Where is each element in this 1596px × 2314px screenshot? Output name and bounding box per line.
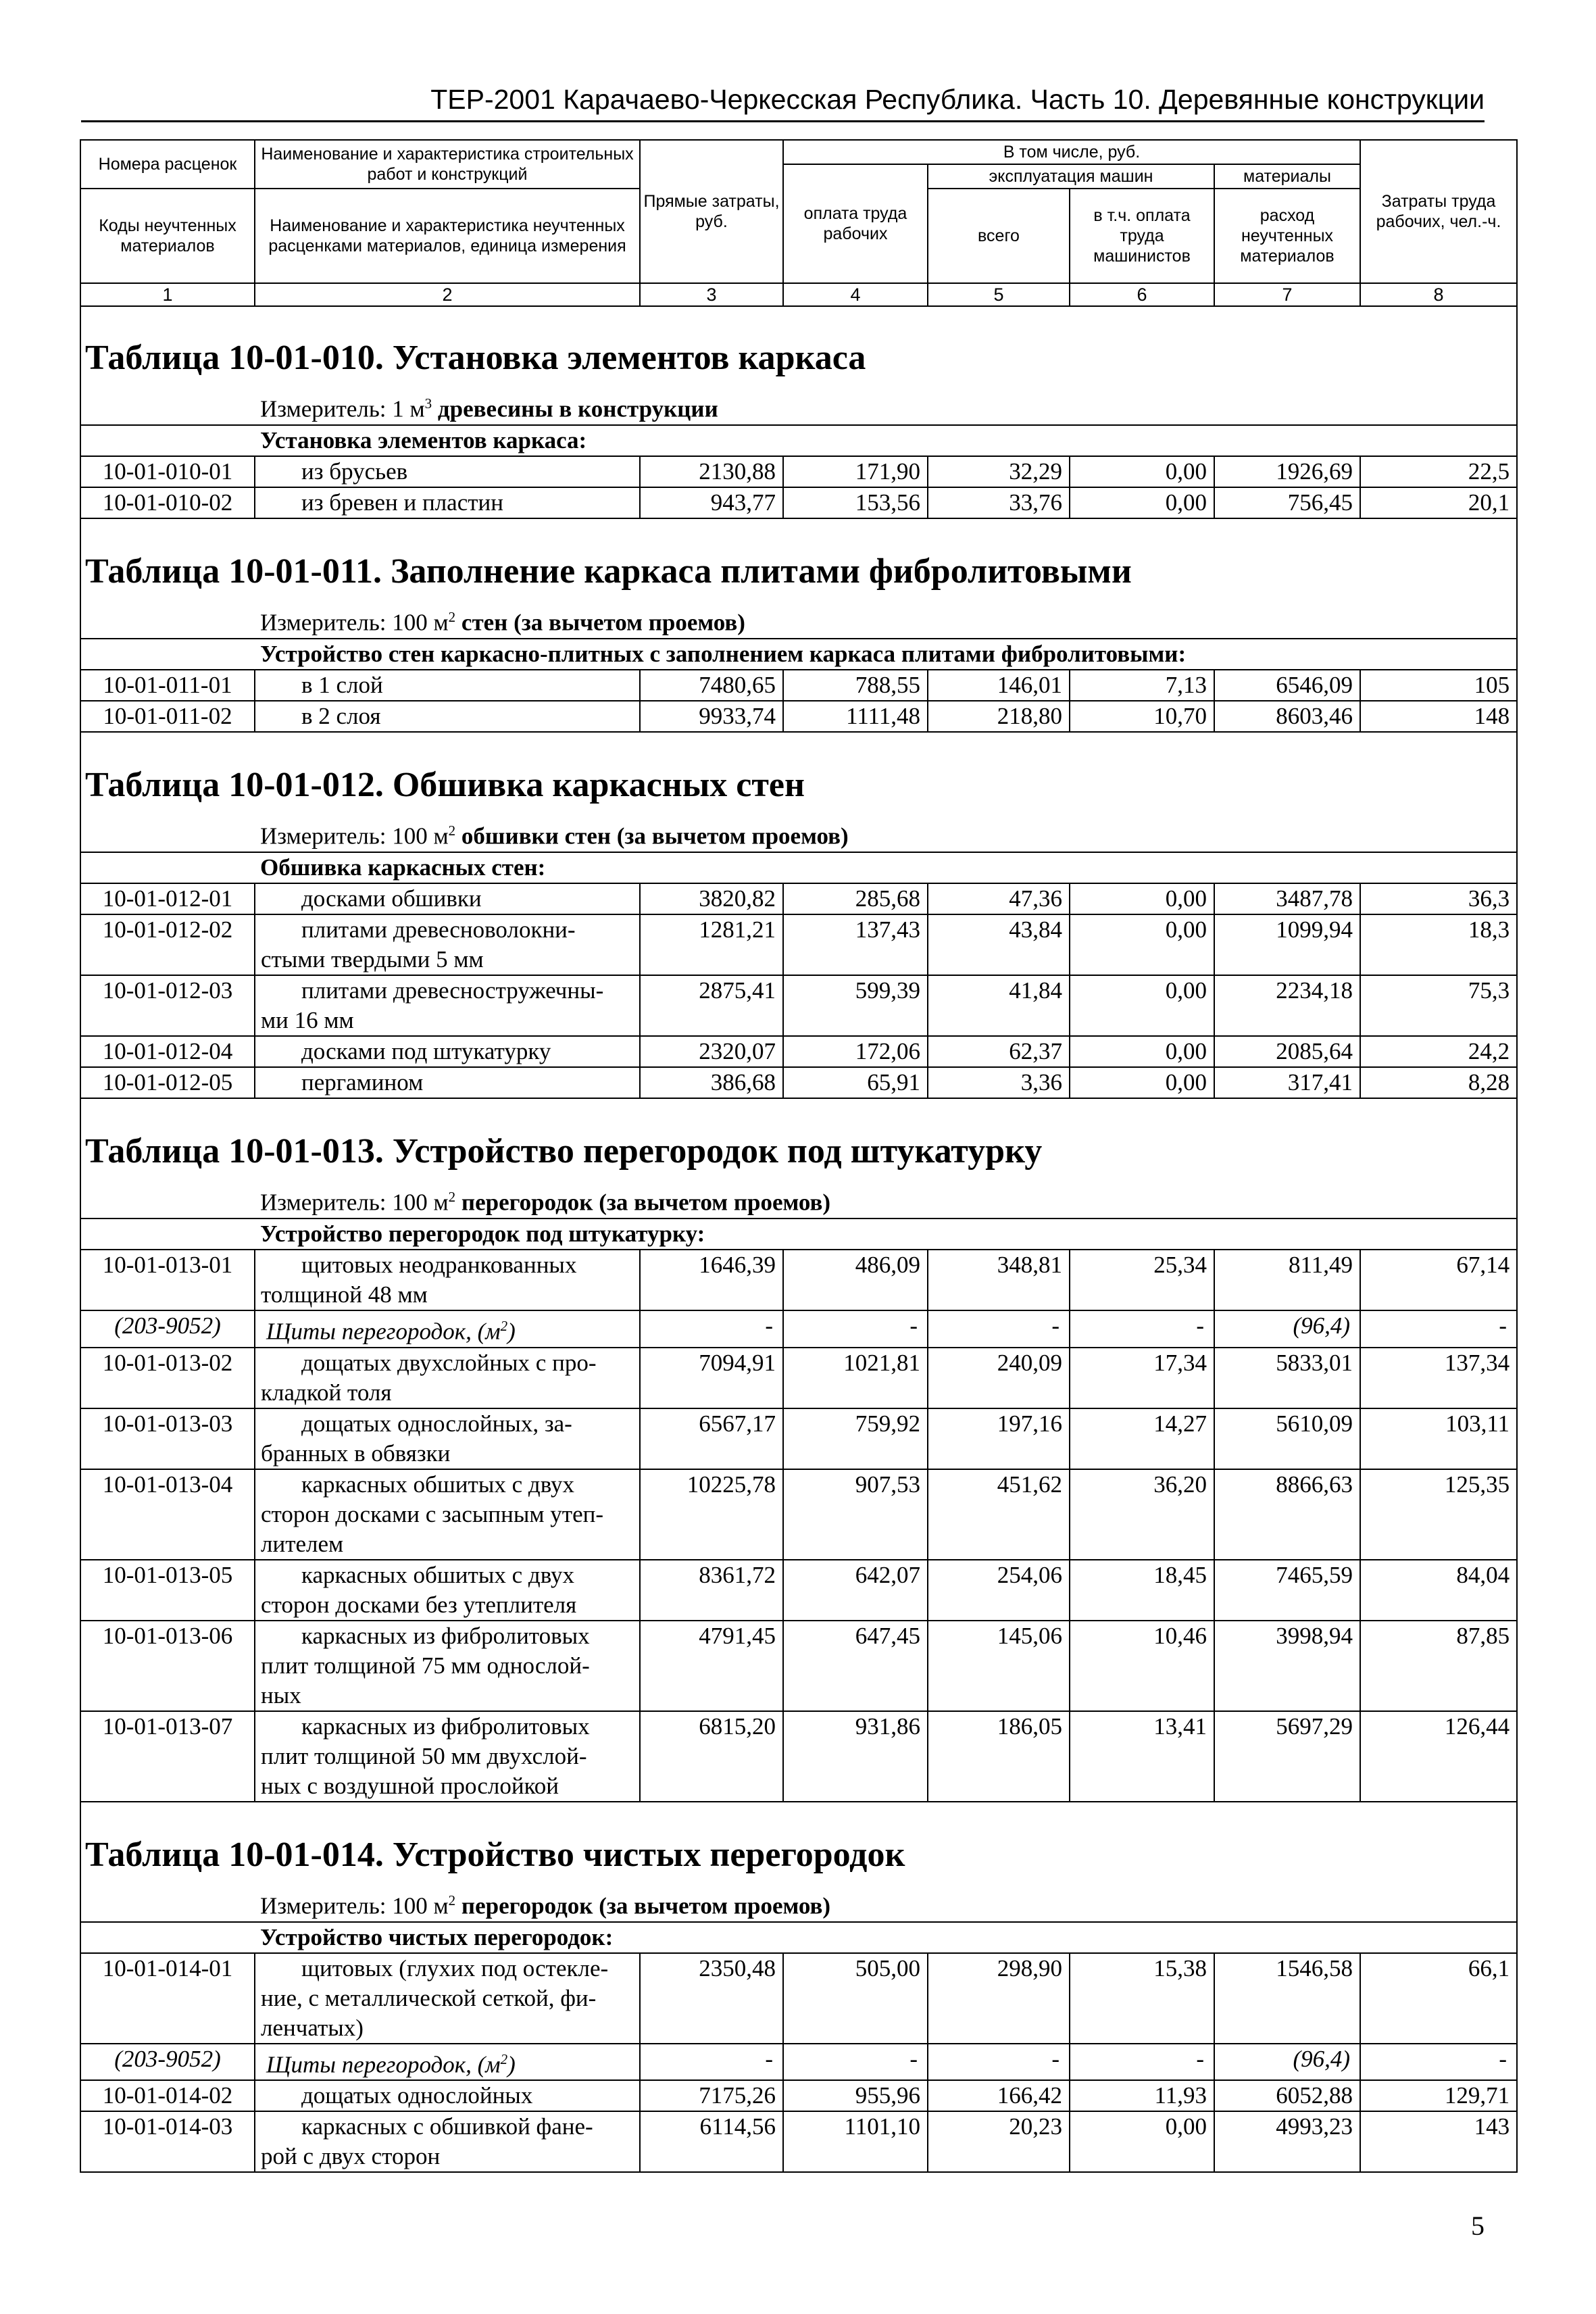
material-materials-cost: (96,4) xyxy=(1214,1310,1360,1348)
material-machines-total: - xyxy=(928,1310,1070,1348)
rate-code: 10-01-014-03 xyxy=(80,2111,255,2172)
labor-hours: 137,34 xyxy=(1360,1348,1517,1408)
labor-pay: 486,09 xyxy=(783,1250,928,1310)
labor-pay: 931,86 xyxy=(783,1711,928,1802)
header-incl: В том числе, руб. xyxy=(783,140,1360,164)
labor-pay: 65,91 xyxy=(783,1067,928,1098)
header-num-1: 1 xyxy=(80,283,255,306)
header-num-8: 8 xyxy=(1360,283,1517,306)
group-row xyxy=(80,1218,1517,1250)
labor-hours: 36,3 xyxy=(1360,883,1517,914)
rate-name-line: лителем xyxy=(261,1530,344,1557)
machinists-pay: 18,45 xyxy=(1070,1560,1214,1621)
measure-row xyxy=(80,387,1517,425)
rate-name-line: ных с воздушной прослойкой xyxy=(261,1772,559,1799)
materials-cost: 1926,69 xyxy=(1214,456,1360,487)
machinists-pay: 0,00 xyxy=(1070,456,1214,487)
rate-code: 10-01-011-02 xyxy=(80,701,255,732)
machinists-pay: 14,27 xyxy=(1070,1408,1214,1469)
labor-hours: 18,3 xyxy=(1360,914,1517,975)
rate-name xyxy=(255,1621,640,1711)
measure-prefix: Измеритель: 1 м xyxy=(260,396,425,422)
rate-name-line: в 2 слоя xyxy=(301,703,381,729)
labor-hours: 148 xyxy=(1360,701,1517,732)
table-title-row xyxy=(80,1802,1517,1884)
machines-total: 62,37 xyxy=(928,1036,1070,1067)
header-col1-top: Номера расценок xyxy=(80,140,255,189)
group-label: Устройство перегородок под штукатурку: xyxy=(80,1218,1517,1250)
table-row xyxy=(80,1067,1517,1098)
header-materials: материалы xyxy=(1214,164,1360,189)
material-name-text: Щиты перегородок, (м xyxy=(266,1318,501,1345)
rate-name-line: плит толщиной 75 мм однослой- xyxy=(261,1652,590,1679)
header-num-3: 3 xyxy=(640,283,783,306)
machines-total: 3,36 xyxy=(928,1067,1070,1098)
rate-code: 10-01-012-02 xyxy=(80,914,255,975)
header-num-2: 2 xyxy=(255,283,640,306)
rate-code: 10-01-012-03 xyxy=(80,975,255,1036)
header-col6: в т.ч. оплата труда машинистов xyxy=(1070,189,1214,283)
measure-row xyxy=(80,814,1517,852)
machines-total: 47,36 xyxy=(928,883,1070,914)
direct-cost: 6114,56 xyxy=(640,2111,783,2172)
rate-name xyxy=(255,670,640,701)
rate-name-line: бранных в обвязки xyxy=(261,1439,451,1467)
materials-cost: 6546,09 xyxy=(1214,670,1360,701)
rate-name xyxy=(255,487,640,518)
measure-suffix: стен (за вычетом проемов) xyxy=(455,610,745,636)
machines-total: 240,09 xyxy=(928,1348,1070,1408)
material-row xyxy=(80,1310,1517,1348)
labor-hours: 129,71 xyxy=(1360,2080,1517,2111)
rate-name-line: ных xyxy=(261,1681,301,1708)
material-unit-close: ) xyxy=(507,1318,516,1345)
table-row xyxy=(80,701,1517,732)
rate-code: 10-01-013-06 xyxy=(80,1621,255,1711)
rate-name-line: сторон досками без утеплителя xyxy=(261,1591,577,1618)
machinists-pay: 11,93 xyxy=(1070,2080,1214,2111)
rate-code: 10-01-010-01 xyxy=(80,456,255,487)
labor-pay: 153,56 xyxy=(783,487,928,518)
table-row xyxy=(80,456,1517,487)
group-label: Устройство стен каркасно-плитных с заполнением каркаса плитами фибролитовыми: xyxy=(80,639,1517,670)
labor-pay: 1021,81 xyxy=(783,1348,928,1408)
table-row xyxy=(80,975,1517,1036)
table-row xyxy=(80,1348,1517,1408)
rate-code: 10-01-012-01 xyxy=(80,883,255,914)
measure-suffix: перегородок (за вычетом проемов) xyxy=(455,1892,831,1919)
measure-row xyxy=(80,1180,1517,1218)
materials-cost: 6052,88 xyxy=(1214,2080,1360,2111)
machinists-pay: 10,70 xyxy=(1070,701,1214,732)
machinists-pay: 0,00 xyxy=(1070,914,1214,975)
header-num-7: 7 xyxy=(1214,283,1360,306)
header-num-4: 4 xyxy=(783,283,928,306)
table-title-row xyxy=(80,518,1517,600)
materials-cost: 5697,29 xyxy=(1214,1711,1360,1802)
labor-hours: 8,28 xyxy=(1360,1067,1517,1098)
material-name xyxy=(255,2044,640,2081)
rate-name-line: плит толщиной 50 мм двухслой- xyxy=(261,1742,587,1769)
table-row xyxy=(80,914,1517,975)
direct-cost: 7480,65 xyxy=(640,670,783,701)
measure-unit xyxy=(80,387,1517,425)
group-row xyxy=(80,425,1517,456)
machinists-pay: 0,00 xyxy=(1070,2111,1214,2172)
labor-pay: 505,00 xyxy=(783,1953,928,2044)
rate-name xyxy=(255,2111,640,2172)
labor-hours: 126,44 xyxy=(1360,1711,1517,1802)
machinists-pay: 0,00 xyxy=(1070,975,1214,1036)
rate-name-line: ние, с металлической сеткой, фи- xyxy=(261,1984,597,2011)
direct-cost: 943,77 xyxy=(640,487,783,518)
materials-cost: 811,49 xyxy=(1214,1250,1360,1310)
material-labor-hours: - xyxy=(1360,2044,1517,2081)
rate-code: 10-01-012-04 xyxy=(80,1036,255,1067)
materials-cost: 2085,64 xyxy=(1214,1036,1360,1067)
materials-cost: 1546,58 xyxy=(1214,1953,1360,2044)
labor-hours: 143 xyxy=(1360,2111,1517,2172)
rate-code: 10-01-013-07 xyxy=(80,1711,255,1802)
table-row xyxy=(80,1711,1517,1802)
rates-table xyxy=(80,305,1518,2173)
table-row xyxy=(80,1953,1517,2044)
table-row xyxy=(80,487,1517,518)
machines-total: 186,05 xyxy=(928,1711,1070,1802)
material-code: (203-9052) xyxy=(80,2044,255,2081)
measure-exponent: 2 xyxy=(448,822,456,839)
table-title: Таблица 10-01-012. Обшивка каркасных стен xyxy=(80,732,1517,814)
rate-code: 10-01-013-05 xyxy=(80,1560,255,1621)
measure-unit xyxy=(80,814,1517,852)
machines-total: 218,80 xyxy=(928,701,1070,732)
rate-name-line: досками под штукатурку xyxy=(301,1038,551,1064)
labor-hours: 103,11 xyxy=(1360,1408,1517,1469)
material-direct-cost: - xyxy=(640,1310,783,1348)
machinists-pay: 0,00 xyxy=(1070,487,1214,518)
rate-name xyxy=(255,1469,640,1560)
table-row xyxy=(80,1560,1517,1621)
header-col5: всего xyxy=(928,189,1070,283)
group-row xyxy=(80,639,1517,670)
materials-cost: 2234,18 xyxy=(1214,975,1360,1036)
rate-name-line: плитами древесноволокни- xyxy=(301,916,576,943)
header-col7: расход неучтенных материалов xyxy=(1214,189,1360,283)
rate-code: 10-01-014-01 xyxy=(80,1953,255,2044)
materials-cost: 5610,09 xyxy=(1214,1408,1360,1469)
table-row xyxy=(80,1408,1517,1469)
labor-pay: 599,39 xyxy=(783,975,928,1036)
machines-total: 32,29 xyxy=(928,456,1070,487)
labor-hours: 67,14 xyxy=(1360,1250,1517,1310)
labor-hours: 84,04 xyxy=(1360,1560,1517,1621)
table-title-row xyxy=(80,305,1517,387)
direct-cost: 7175,26 xyxy=(640,2080,783,2111)
machines-total: 348,81 xyxy=(928,1250,1070,1310)
rate-name-line: из бревен и пластин xyxy=(301,489,503,516)
running-header: ТЕР-2001 Карачаево-Черкесская Республика. Часть 10. Деревянные конструкции xyxy=(81,80,1485,122)
rate-code: 10-01-013-02 xyxy=(80,1348,255,1408)
direct-cost: 9933,74 xyxy=(640,701,783,732)
group-row xyxy=(80,1922,1517,1953)
rate-name xyxy=(255,914,640,975)
material-unit-exponent: 2 xyxy=(500,1318,508,1334)
direct-cost: 6567,17 xyxy=(640,1408,783,1469)
rate-code: 10-01-013-01 xyxy=(80,1250,255,1310)
rate-name-line: дощатых однослойных, за- xyxy=(301,1410,572,1437)
material-unit-exponent: 2 xyxy=(500,2050,508,2067)
table-row xyxy=(80,1469,1517,1560)
header-col4: оплата труда рабочих xyxy=(783,164,928,283)
measure-unit xyxy=(80,600,1517,639)
rate-name xyxy=(255,1711,640,1802)
rate-name-line: каркасных из фибролитовых xyxy=(301,1622,590,1649)
machines-total: 146,01 xyxy=(928,670,1070,701)
rate-name-line: рой с двух сторон xyxy=(261,2143,441,2170)
labor-hours: 75,3 xyxy=(1360,975,1517,1036)
header-col8: Затраты труда рабочих, чел.-ч. xyxy=(1360,140,1517,283)
header-col3: Прямые затраты, руб. xyxy=(640,140,783,283)
table-title: Таблица 10-01-014. Устройство чистых перегородок xyxy=(80,1802,1517,1884)
rate-name xyxy=(255,1348,640,1408)
rate-code: 10-01-013-04 xyxy=(80,1469,255,1560)
rate-name-line: дощатых двухслойных с про- xyxy=(301,1349,597,1376)
materials-cost: 7465,59 xyxy=(1214,1560,1360,1621)
material-labor-pay: - xyxy=(783,1310,928,1348)
table-title: Таблица 10-01-011. Заполнение каркаса плитами фибролитовыми xyxy=(80,518,1517,600)
machines-total: 254,06 xyxy=(928,1560,1070,1621)
labor-pay: 642,07 xyxy=(783,1560,928,1621)
group-label: Устройство чистых перегородок: xyxy=(80,1922,1517,1953)
header-num-6: 6 xyxy=(1070,283,1214,306)
material-machines-total: - xyxy=(928,2044,1070,2081)
direct-cost: 2350,48 xyxy=(640,1953,783,2044)
labor-hours: 125,35 xyxy=(1360,1469,1517,1560)
measure-exponent: 2 xyxy=(448,1189,456,1206)
labor-pay: 137,43 xyxy=(783,914,928,975)
rate-name-line: каркасных обшитых с двух xyxy=(301,1471,575,1498)
material-labor-hours: - xyxy=(1360,1310,1517,1348)
header-col1-bottom: Коды неучтенных материалов xyxy=(80,189,255,283)
machines-total: 451,62 xyxy=(928,1469,1070,1560)
measure-unit xyxy=(80,1180,1517,1218)
machines-total: 298,90 xyxy=(928,1953,1070,2044)
material-name xyxy=(255,1310,640,1348)
rate-name-line: досками обшивки xyxy=(301,885,482,912)
labor-hours: 105 xyxy=(1360,670,1517,701)
materials-cost: 3487,78 xyxy=(1214,883,1360,914)
labor-hours: 66,1 xyxy=(1360,1953,1517,2044)
rate-name-line: пергамином xyxy=(301,1069,424,1096)
machinists-pay: 15,38 xyxy=(1070,1953,1214,2044)
page-number: 5 xyxy=(1471,2211,1485,2241)
table-row xyxy=(80,883,1517,914)
measure-prefix: Измеритель: 100 м xyxy=(260,823,449,850)
table-title-row xyxy=(80,732,1517,814)
rate-name xyxy=(255,701,640,732)
direct-cost: 386,68 xyxy=(640,1067,783,1098)
labor-pay: 172,06 xyxy=(783,1036,928,1067)
rate-name-line: толщиной 48 мм xyxy=(261,1281,428,1308)
rate-name xyxy=(255,883,640,914)
rate-code: 10-01-014-02 xyxy=(80,2080,255,2111)
group-row xyxy=(80,852,1517,883)
rate-name xyxy=(255,1953,640,2044)
rate-name xyxy=(255,2080,640,2111)
rate-code: 10-01-013-03 xyxy=(80,1408,255,1469)
machines-total: 41,84 xyxy=(928,975,1070,1036)
table-row xyxy=(80,2111,1517,2172)
labor-pay: 955,96 xyxy=(783,2080,928,2111)
table-title: Таблица 10-01-010. Установка элементов каркаса xyxy=(80,305,1517,387)
rate-name xyxy=(255,1036,640,1067)
material-code: (203-9052) xyxy=(80,1310,255,1348)
rate-code: 10-01-011-01 xyxy=(80,670,255,701)
material-labor-pay: - xyxy=(783,2044,928,2081)
rate-code: 10-01-012-05 xyxy=(80,1067,255,1098)
rate-name xyxy=(255,1250,640,1310)
material-materials-cost: (96,4) xyxy=(1214,2044,1360,2081)
measure-suffix: древесины в конструкции xyxy=(432,396,718,422)
labor-pay: 907,53 xyxy=(783,1469,928,1560)
header-num-5: 5 xyxy=(928,283,1070,306)
column-header-table xyxy=(80,139,1518,307)
measure-prefix: Измеритель: 100 м xyxy=(260,1189,449,1216)
rate-name-line: ми 16 мм xyxy=(261,1007,354,1033)
labor-pay: 1111,48 xyxy=(783,701,928,732)
table-row xyxy=(80,670,1517,701)
material-direct-cost: - xyxy=(640,2044,783,2081)
rate-name-line: сторон досками с засыпным утеп- xyxy=(261,1500,603,1527)
material-name-text: Щиты перегородок, (м xyxy=(266,2051,501,2078)
group-label: Установка элементов каркаса: xyxy=(80,425,1517,456)
measure-prefix: Измеритель: 100 м xyxy=(260,610,449,636)
measure-exponent: 2 xyxy=(448,1892,456,1909)
measure-suffix: перегородок (за вычетом проемов) xyxy=(455,1189,831,1216)
labor-hours: 24,2 xyxy=(1360,1036,1517,1067)
machines-total: 20,23 xyxy=(928,2111,1070,2172)
rate-name xyxy=(255,975,640,1036)
group-label: Обшивка каркасных стен: xyxy=(80,852,1517,883)
header-col2-top: Наименование и характеристика строительных работ и конструкций xyxy=(255,140,640,189)
rate-name-line: каркасных обшитых с двух xyxy=(301,1561,575,1588)
material-row xyxy=(80,2044,1517,2081)
direct-cost: 1646,39 xyxy=(640,1250,783,1310)
machinists-pay: 17,34 xyxy=(1070,1348,1214,1408)
machines-total: 197,16 xyxy=(928,1408,1070,1469)
materials-cost: 317,41 xyxy=(1214,1067,1360,1098)
machines-total: 166,42 xyxy=(928,2080,1070,2111)
table-title-row xyxy=(80,1098,1517,1180)
materials-cost: 3998,94 xyxy=(1214,1621,1360,1711)
machinists-pay: 13,41 xyxy=(1070,1711,1214,1802)
rate-name xyxy=(255,1408,640,1469)
table-row xyxy=(80,1036,1517,1067)
measure-suffix: обшивки стен (за вычетом проемов) xyxy=(455,823,849,850)
rate-name-line: из брусьев xyxy=(301,458,408,485)
measure-prefix: Измеритель: 100 м xyxy=(260,1892,449,1919)
direct-cost: 1281,21 xyxy=(640,914,783,975)
rate-name-line: ленчатых) xyxy=(261,2014,364,2041)
rate-name-line: каркасных из фибролитовых xyxy=(301,1713,590,1740)
rate-name-line: стыми твердыми 5 мм xyxy=(261,946,484,973)
rate-name-line: каркасных с обшивкой фане- xyxy=(301,2113,593,2140)
direct-cost: 2320,07 xyxy=(640,1036,783,1067)
machinists-pay: 7,13 xyxy=(1070,670,1214,701)
labor-hours: 20,1 xyxy=(1360,487,1517,518)
machinists-pay: 0,00 xyxy=(1070,1036,1214,1067)
table-row xyxy=(80,2080,1517,2111)
rate-name xyxy=(255,1067,640,1098)
labor-hours: 22,5 xyxy=(1360,456,1517,487)
labor-pay: 759,92 xyxy=(783,1408,928,1469)
rate-name-line: кладкой толя xyxy=(261,1379,392,1406)
machines-total: 145,06 xyxy=(928,1621,1070,1711)
machinists-pay: 0,00 xyxy=(1070,883,1214,914)
rate-name-line: щитовых (глухих под остекле- xyxy=(301,1954,609,1981)
rate-name-line: плитами древесностружечны- xyxy=(301,977,604,1004)
table-title: Таблица 10-01-013. Устройство перегородок под штукатурку xyxy=(80,1098,1517,1180)
direct-cost: 3820,82 xyxy=(640,883,783,914)
machines-total: 43,84 xyxy=(928,914,1070,975)
rate-name-line: в 1 слой xyxy=(301,672,383,698)
labor-hours: 87,85 xyxy=(1360,1621,1517,1711)
measure-row xyxy=(80,1884,1517,1922)
rate-code: 10-01-010-02 xyxy=(80,487,255,518)
direct-cost: 2875,41 xyxy=(640,975,783,1036)
machinists-pay: 25,34 xyxy=(1070,1250,1214,1310)
measure-exponent: 2 xyxy=(448,609,456,626)
measure-unit xyxy=(80,1884,1517,1922)
materials-cost: 8603,46 xyxy=(1214,701,1360,732)
direct-cost: 2130,88 xyxy=(640,456,783,487)
direct-cost: 6815,20 xyxy=(640,1711,783,1802)
labor-pay: 788,55 xyxy=(783,670,928,701)
direct-cost: 4791,45 xyxy=(640,1621,783,1711)
materials-cost: 1099,94 xyxy=(1214,914,1360,975)
machines-total: 33,76 xyxy=(928,487,1070,518)
labor-pay: 647,45 xyxy=(783,1621,928,1711)
direct-cost: 8361,72 xyxy=(640,1560,783,1621)
header-col2-bottom: Наименование и характеристика неучтенных расценками материалов, единица измерения xyxy=(255,189,640,283)
materials-cost: 8866,63 xyxy=(1214,1469,1360,1560)
rate-name-line: щитовых неодранкованных xyxy=(301,1252,577,1278)
direct-cost: 10225,78 xyxy=(640,1469,783,1560)
materials-cost: 756,45 xyxy=(1214,487,1360,518)
machinists-pay: 0,00 xyxy=(1070,1067,1214,1098)
materials-cost: 4993,23 xyxy=(1214,2111,1360,2172)
machinists-pay: 10,46 xyxy=(1070,1621,1214,1711)
rate-name-line: дощатых однослойных xyxy=(301,2082,533,2109)
materials-cost: 5833,01 xyxy=(1214,1348,1360,1408)
material-unit-close: ) xyxy=(507,2051,516,2078)
header-machines: эксплуатация машин xyxy=(928,164,1214,189)
measure-exponent: 3 xyxy=(424,395,432,412)
rate-name xyxy=(255,1560,640,1621)
labor-pay: 171,90 xyxy=(783,456,928,487)
rate-name xyxy=(255,456,640,487)
measure-row xyxy=(80,600,1517,639)
machinists-pay: 36,20 xyxy=(1070,1469,1214,1560)
material-machinists-pay: - xyxy=(1070,1310,1214,1348)
labor-pay: 1101,10 xyxy=(783,2111,928,2172)
labor-pay: 285,68 xyxy=(783,883,928,914)
table-row xyxy=(80,1621,1517,1711)
material-machinists-pay: - xyxy=(1070,2044,1214,2081)
table-row xyxy=(80,1250,1517,1310)
direct-cost: 7094,91 xyxy=(640,1348,783,1408)
